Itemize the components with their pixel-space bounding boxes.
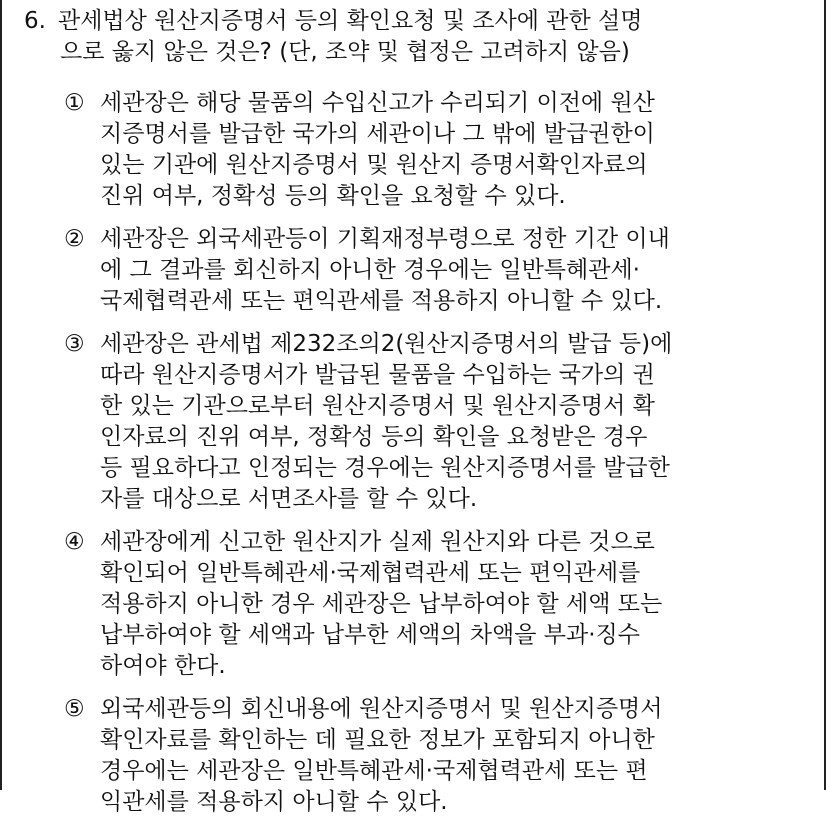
option-line: 따라 원산지증명서가 발급된 물품을 수입하는 국가의 권	[100, 362, 655, 388]
option-line: 에 그 결과를 회신하지 아니한 경우에는 일반특혜관세·	[100, 257, 640, 283]
option-marker: ⑤	[64, 696, 85, 722]
option-line	[64, 694, 798, 725]
option-marker: ③	[64, 331, 85, 357]
option-line: 납부하여야 할 세액과 납부한 세액의 차액을 부과·징수	[100, 622, 640, 648]
option-line: 국제협력관세 또는 편익관세를 적용하지 아니할 수 있다.	[100, 288, 663, 314]
option-line: 확인자료를 확인하는 데 필요한 정보가 포함되지 아니한	[100, 727, 655, 753]
option-marker: ④	[64, 529, 85, 555]
option-5[interactable]	[64, 694, 798, 818]
option-text: 세관장은 관세법 제232조의2(원산지증명서의 발급 등)에	[100, 331, 673, 357]
option-line: 진위 여부, 정확성 등의 확인을 요청할 수 있다.	[100, 183, 566, 209]
option-4[interactable]	[64, 527, 798, 682]
option-line: 한 있는 기관으로부터 원산지증명서 및 원산지증명서 확	[100, 393, 655, 419]
option-line: 경우에는 세관장은 일반특혜관세·국제협력관세 또는 편	[100, 758, 648, 784]
option-line: 하여야 한다.	[100, 653, 226, 679]
option-line: 자를 대상으로 서면조사를 할 수 있다.	[100, 486, 478, 512]
option-line: 있는 기관에 원산지증명서 및 원산지 증명서확인자료의	[100, 152, 648, 178]
option-marker: ②	[64, 226, 85, 252]
question-line-2: 으로 옳지 않은 것은? (단, 조약 및 협정은 고려하지 않음)	[60, 39, 630, 65]
option-line: 적용하지 아니한 경우 세관장은 납부하여야 할 세액 또는	[100, 591, 663, 617]
question-line-1	[24, 6, 798, 37]
option-text: 외국세관등의 회신내용에 원산지증명서 및 원산지증명서	[100, 696, 663, 722]
option-line: 등 필요하다고 인정되는 경우에는 원산지증명서를 발급한	[100, 455, 670, 481]
question-stem	[24, 6, 798, 68]
option-line	[64, 527, 798, 558]
option-line: 익관세를 적용하지 아니할 수 있다.	[100, 789, 448, 815]
option-3[interactable]	[64, 329, 798, 515]
option-text: 세관장은 외국세관등이 기획재정부령으로 정한 기간 이내	[100, 226, 670, 252]
question-number: 6.	[24, 8, 46, 34]
option-line	[64, 329, 798, 360]
option-1[interactable]	[64, 88, 798, 212]
option-line: 인자료의 진위 여부, 정확성 등의 확인을 요청받은 경우	[100, 424, 648, 450]
option-line: 지증명서를 발급한 국가의 세관이나 그 밖에 발급권한이	[100, 121, 655, 147]
question-text: 관세법상 원산지증명서 등의 확인요청 및 조사에 관한 설명	[58, 8, 643, 34]
option-line	[64, 88, 798, 119]
option-line: 확인되어 일반특혜관세·국제협력관세 또는 편익관세를	[100, 560, 641, 586]
option-2[interactable]	[64, 224, 798, 317]
option-text: 세관장에게 신고한 원산지가 실제 원산지와 다른 것으로	[100, 529, 655, 555]
option-line	[64, 224, 798, 255]
answer-options	[64, 88, 798, 830]
option-marker: ①	[64, 90, 85, 116]
option-text: 세관장은 해당 물품의 수입신고가 수리되기 이전에 원산	[100, 90, 655, 116]
